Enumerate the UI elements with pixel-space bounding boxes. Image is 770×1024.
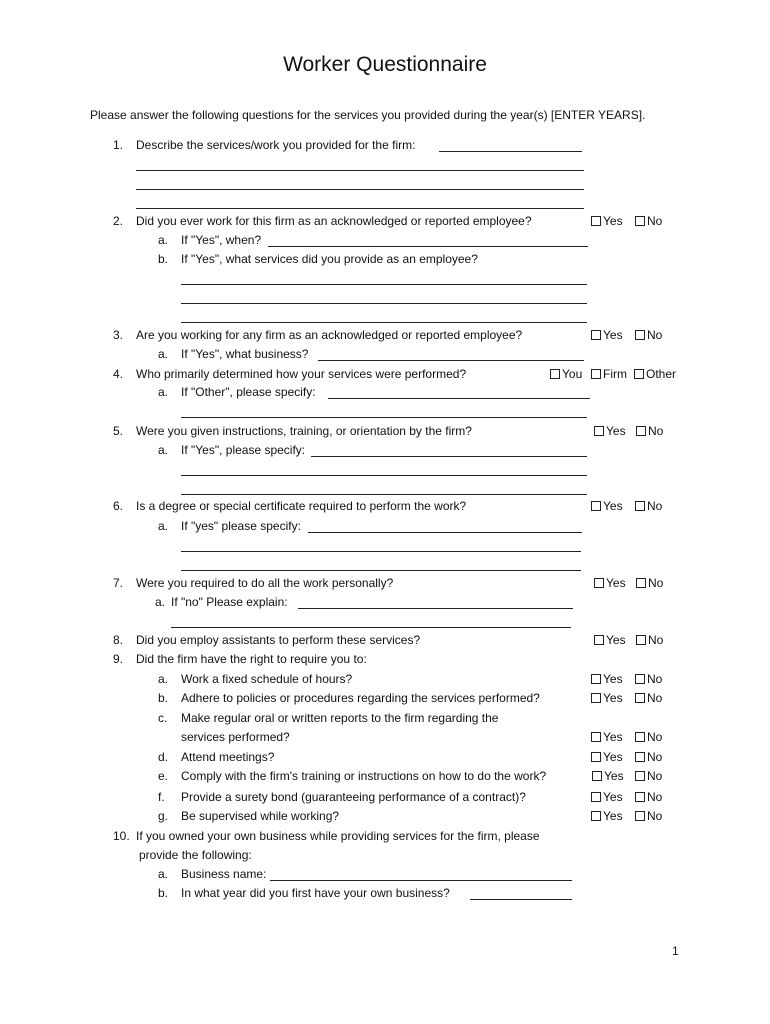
q8-text: Did you employ assistants to perform these services? (136, 633, 421, 647)
checkbox[interactable] (636, 635, 646, 645)
q2-number: 2. (113, 214, 124, 228)
q10a-answer-line[interactable] (270, 880, 572, 881)
q2b-answer-line[interactable] (181, 284, 587, 285)
q10a-label: a. (158, 867, 169, 881)
checkbox[interactable] (591, 216, 601, 226)
q9c-text-cont: services performed? (181, 730, 290, 744)
q3-no-option[interactable]: No (635, 328, 662, 343)
checkbox[interactable] (591, 693, 601, 703)
checkbox[interactable] (591, 792, 601, 802)
q1-text: Describe the services/work you provided for the firm: (136, 138, 416, 152)
checkbox[interactable] (636, 578, 646, 588)
q3-number: 3. (113, 328, 124, 342)
checkbox[interactable] (591, 752, 601, 762)
checkbox[interactable] (591, 369, 601, 379)
checkbox[interactable] (636, 426, 646, 436)
q5-no-option[interactable]: No (636, 424, 663, 439)
q4-firm-option[interactable]: Firm (591, 367, 627, 382)
checkbox[interactable] (634, 369, 644, 379)
q5a-label: a. (158, 443, 169, 457)
checkbox[interactable] (591, 330, 601, 340)
q9g-yes-option[interactable]: Yes (591, 809, 623, 824)
q4-number: 4. (113, 367, 124, 381)
q6a-answer-line[interactable] (308, 532, 582, 533)
q5a-text: If "Yes", please specify: (181, 443, 306, 457)
q6a-label: a. (158, 519, 169, 533)
q5-text: Were you given instructions, training, or orientation by the firm? (136, 424, 472, 438)
q6-no-option[interactable]: No (635, 499, 662, 514)
checkbox[interactable] (594, 426, 604, 436)
q6-text: Is a degree or special certificate required to perform the work? (136, 499, 467, 513)
q2b-answer-line[interactable] (181, 303, 587, 304)
q2-no-option[interactable]: No (635, 214, 662, 229)
q9e-no-option[interactable]: No (635, 769, 662, 784)
q5a-answer-line[interactable] (181, 475, 587, 476)
q9g-no-option[interactable]: No (635, 809, 662, 824)
q9d-label: d. (158, 750, 169, 764)
q6-number: 6. (113, 499, 124, 513)
q9a-yes-option[interactable]: Yes (591, 672, 623, 687)
q10a-text: Business name: (181, 867, 267, 881)
q9d-text: Attend meetings? (181, 750, 275, 764)
q2b-answer-line[interactable] (181, 322, 587, 323)
q2a-answer-line[interactable] (268, 246, 588, 247)
checkbox[interactable] (591, 732, 601, 742)
q1-answer-line[interactable] (136, 170, 584, 171)
checkbox[interactable] (635, 501, 645, 511)
q9a-label: a. (158, 672, 169, 686)
q6-yes-option[interactable]: Yes (591, 499, 623, 514)
q3-text: Are you working for any firm as an acknowledged or reported employee? (136, 328, 523, 342)
q9g-text: Be supervised while working? (181, 809, 340, 823)
q9b-label: b. (158, 691, 169, 705)
q3-yes-option[interactable]: Yes (591, 328, 623, 343)
checkbox[interactable] (591, 811, 601, 821)
q10b-label: b. (158, 886, 169, 900)
q10b-answer-line[interactable] (470, 899, 572, 900)
checkbox[interactable] (594, 635, 604, 645)
q8-number: 8. (113, 633, 124, 647)
q9c-label: c. (158, 711, 168, 725)
page-title: Worker Questionnaire (283, 53, 487, 76)
q4-you-option[interactable]: You (550, 367, 582, 382)
q1-answer-line[interactable] (439, 151, 582, 152)
q3a-text: If "Yes", what business? (181, 347, 309, 361)
q7-number: 7. (113, 576, 124, 590)
checkbox[interactable] (592, 771, 602, 781)
q6a-answer-line[interactable] (181, 551, 581, 552)
q9d-yes-option[interactable]: Yes (591, 750, 623, 765)
q9f-text: Provide a surety bond (guaranteeing performance of a contract)? (181, 790, 526, 804)
q10b-text: In what year did you first have your own business? (181, 886, 450, 900)
q9-text: Did the firm have the right to require you to: (136, 652, 367, 666)
q1-answer-line[interactable] (136, 208, 584, 209)
checkbox[interactable] (550, 369, 560, 379)
q9a-text: Work a fixed schedule of hours? (181, 672, 353, 686)
q4-text: Who primarily determined how your services were performed? (136, 367, 467, 381)
q7a-answer-line[interactable] (298, 608, 573, 609)
intro-text: Please answer the following questions for the services you provided during the year(s) [ENTER YEARS]. (90, 108, 646, 122)
q2a-label: a. (158, 233, 169, 247)
q9b-yes-option[interactable]: Yes (591, 691, 623, 706)
q4a-answer-line[interactable] (181, 417, 587, 418)
checkbox[interactable] (635, 330, 645, 340)
q4a-text: If "Other", please specify: (181, 385, 316, 399)
q9c-text: Make regular oral or written reports to the firm regarding the (181, 711, 499, 725)
q2b-label: b. (158, 252, 169, 266)
q5a-answer-line[interactable] (181, 494, 587, 495)
q2-yes-option[interactable]: Yes (591, 214, 623, 229)
q10-text: If you owned your own business while providing services for the firm, please (136, 829, 540, 843)
q10-number: 10. (113, 829, 130, 843)
q2-text: Did you ever work for this firm as an acknowledged or reported employee? (136, 214, 532, 228)
q9d-no-option[interactable]: No (635, 750, 662, 765)
q9e-text: Comply with the firm's training or instructions on how to do the work? (181, 769, 547, 783)
q8-yes-option[interactable]: Yes (594, 633, 626, 648)
q4-other-option[interactable]: Other (634, 367, 676, 382)
q4a-label: a. (158, 385, 169, 399)
q7-yes-option[interactable]: Yes (594, 576, 626, 591)
q9c-yes-option[interactable]: Yes (591, 730, 623, 745)
q7-no-option[interactable]: No (636, 576, 663, 591)
q10-text-cont: provide the following: (139, 848, 252, 862)
checkbox[interactable] (635, 771, 645, 781)
checkbox[interactable] (594, 578, 604, 588)
q9e-label: e. (158, 769, 169, 783)
q3a-answer-line[interactable] (318, 360, 584, 361)
checkbox[interactable] (635, 216, 645, 226)
q9-number: 9. (113, 652, 124, 666)
q9b-text: Adhere to policies or procedures regarding the services performed? (181, 691, 540, 705)
q9e-yes-option[interactable]: Yes (592, 769, 624, 784)
checkbox[interactable] (591, 501, 601, 511)
q5-number: 5. (113, 424, 124, 438)
page-number: 1 (672, 944, 679, 958)
q3a-label: a. (158, 347, 169, 361)
q4a-answer-line[interactable] (328, 398, 590, 399)
q1-answer-line[interactable] (136, 189, 584, 190)
checkbox[interactable] (635, 752, 645, 762)
q8-no-option[interactable]: No (636, 633, 663, 648)
q9f-label: f. (158, 790, 165, 804)
checkbox[interactable] (591, 674, 601, 684)
q2b-text: If "Yes", what services did you provide as an employee? (181, 252, 478, 266)
checkbox[interactable] (635, 674, 645, 684)
q9c-no-option[interactable]: No (635, 730, 662, 745)
checkbox[interactable] (635, 792, 645, 802)
q1-number: 1. (113, 138, 124, 152)
q7a-text: If "no" Please explain: (171, 595, 288, 609)
q9f-yes-option[interactable]: Yes (591, 790, 623, 805)
q6a-text: If "yes" please specify: (181, 519, 301, 533)
q9b-no-option[interactable]: No (635, 691, 662, 706)
q6a-answer-line[interactable] (181, 570, 581, 571)
q7a-answer-line[interactable] (171, 627, 571, 628)
q7a-label: a. (155, 595, 166, 609)
q5-yes-option[interactable]: Yes (594, 424, 626, 439)
q5a-answer-line[interactable] (311, 456, 587, 457)
q9f-no-option[interactable]: No (635, 790, 662, 805)
checkbox[interactable] (635, 811, 645, 821)
q9a-no-option[interactable]: No (635, 672, 662, 687)
checkbox[interactable] (635, 732, 645, 742)
q7-text: Were you required to do all the work personally? (136, 576, 394, 590)
checkbox[interactable] (635, 693, 645, 703)
q9g-label: g. (158, 809, 169, 823)
q2a-text: If "Yes", when? (181, 233, 262, 247)
